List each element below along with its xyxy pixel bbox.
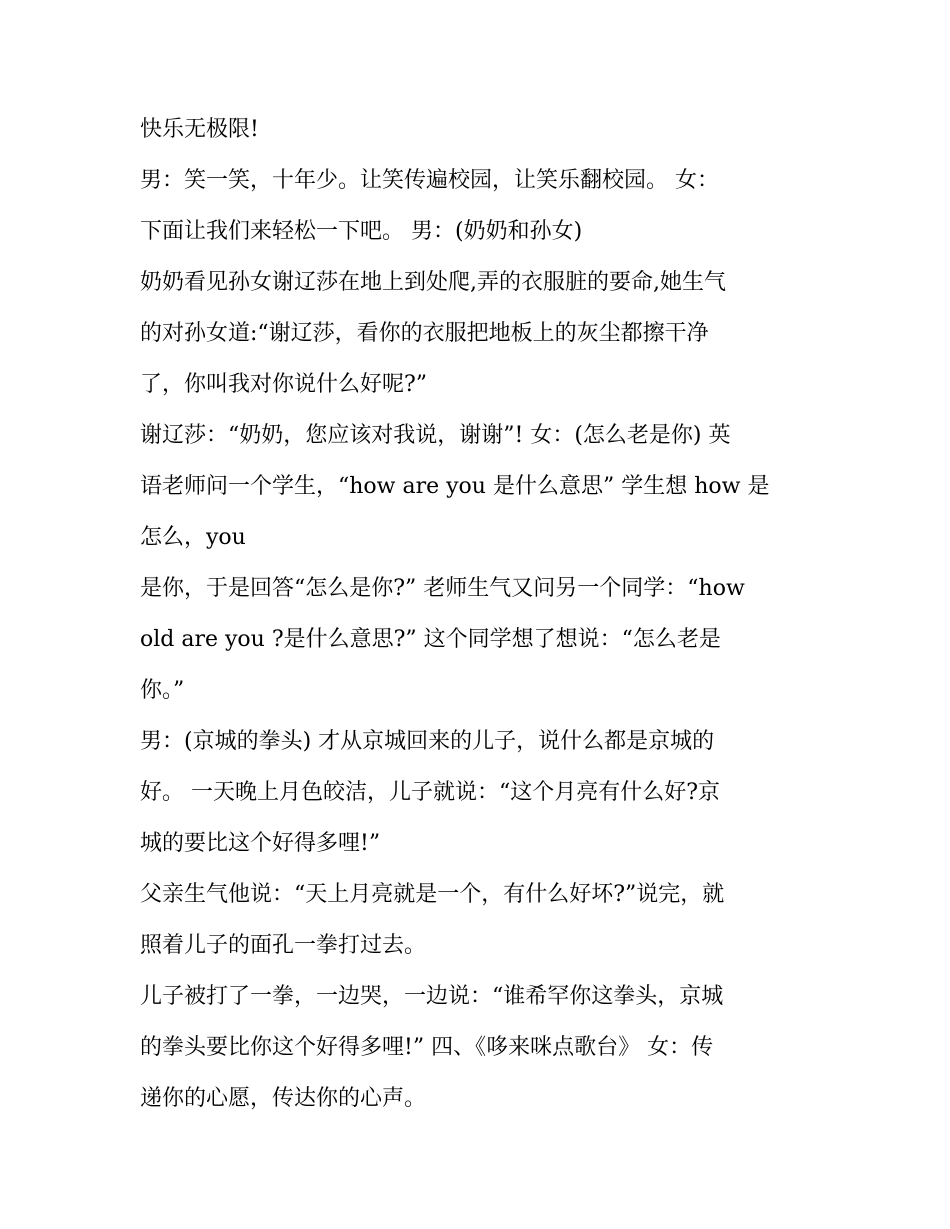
text-line: 语老师问一个学生，“how are you 是什么意思” 学生想 how 是 [140, 474, 770, 499]
text-line: 是你，于是回答“怎么是你?” 老师生气又问另一个同学：“how [140, 576, 745, 601]
text-line: 你。” [140, 678, 185, 703]
text-line: 男：笑一笑，十年少。让笑传遍校园，让笑乐翻校园。 女： [140, 168, 719, 193]
text-line: 好。 一天晚上月色皎洁，儿子就说：“这个月亮有什么好?京 [140, 780, 721, 805]
document-body [140, 104, 805, 1124]
text-line: 怎么，you [140, 525, 246, 550]
text-line: 下面让我们来轻松一下吧。 男：(奶奶和孙女) [140, 219, 583, 244]
text-line: 快乐无极限! [140, 117, 259, 142]
text-line: 父亲生气他说：“天上月亮就是一个，有什么好坏?”说完，就 [140, 882, 725, 907]
text-line: old are you ?是什么意思?” 这个同学想了想说：“怎么老是 [140, 627, 721, 652]
text-line: 的拳头要比你这个好得多哩!” 四、《哆来咪点歌台》 女：传 [140, 1035, 714, 1060]
text-line: 递你的心愿，传达你的心声。 [140, 1086, 427, 1111]
text-line: 儿子被打了一拳，一边哭，一边说：“谁希罕你这拳头，京城 [140, 984, 724, 1009]
text-line: 谢辽莎：“奶奶，您应该对我说，谢谢”! 女：(怎么老是你) 英 [140, 423, 731, 448]
text-line: 的对孙女道:“谢辽莎，看你的衣服把地板上的灰尘都擦干净 [140, 321, 709, 346]
text-line: 照着儿子的面孔一拳打过去。 [140, 933, 427, 958]
text-line: 了，你叫我对你说什么好呢?” [140, 372, 428, 397]
text-line: 奶奶看见孙女谢辽莎在地上到处爬,弄的衣服脏的要命,她生气 [140, 270, 726, 295]
text-line: 城的要比这个好得多哩!” [140, 831, 381, 856]
text-line: 男：(京城的拳头) 才从京城回来的儿子，说什么都是京城的 [140, 729, 715, 754]
